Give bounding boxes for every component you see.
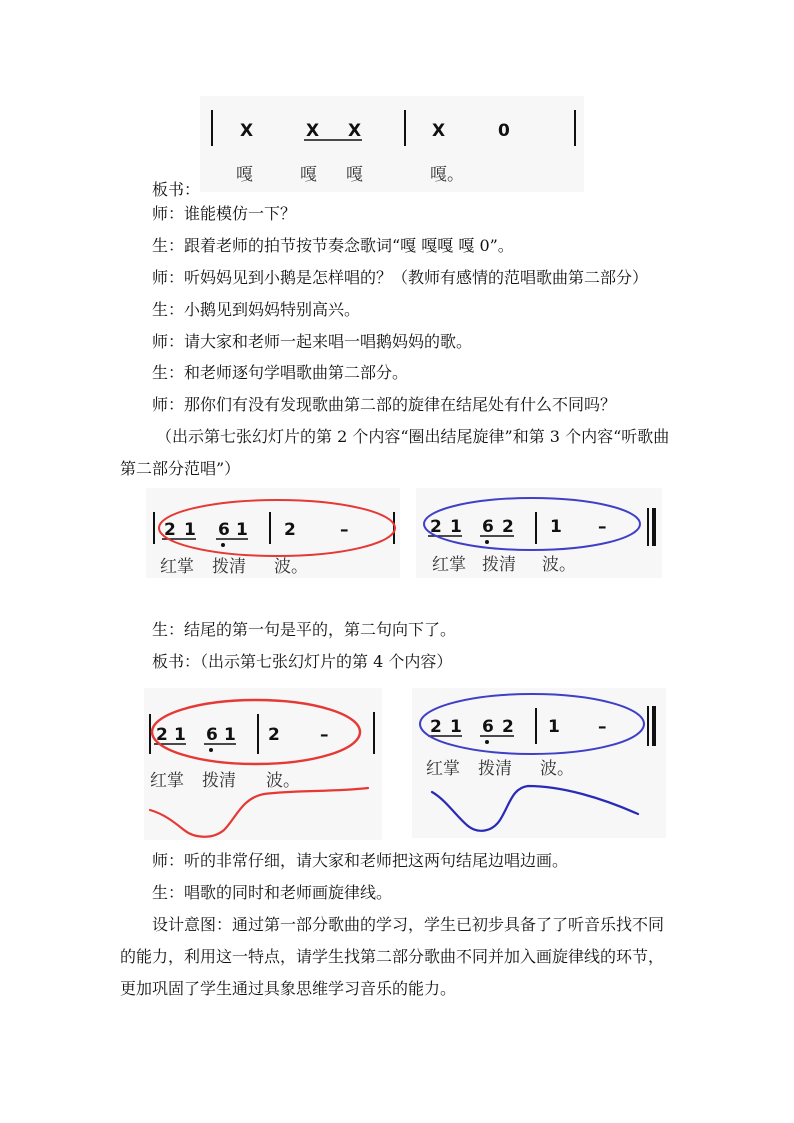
note: 6 (206, 725, 218, 745)
lyric: 波。 (274, 557, 308, 577)
lyric: 波。 (266, 771, 300, 791)
note: – (598, 717, 607, 737)
note: 2 (502, 717, 514, 737)
lyric: 嘎。 (430, 165, 464, 185)
dialog-3-line-1: 师：听的非常仔细，请大家和老师把这两句结尾边唱边画。 (152, 851, 569, 870)
design-intent: 设计意图：通过第一部分歌曲的学习，学生已初步具备了了听音乐找不同的能力，利用这一特点，请学生找第二部分歌曲不同并加入画旋律线的环节，更加巩固了学生通过具象思维学习音乐的能力。 (120, 915, 665, 998)
lyric: 拨清 (478, 759, 512, 779)
dialog-2-line-1: 生：结尾的第一句是平的，第二句向下了。 (152, 620, 457, 639)
dialog-2-line-2: 板书：（出示第七张幻灯片的第 4 个内容） (152, 652, 453, 671)
note: X (306, 121, 320, 141)
note: X (348, 121, 362, 141)
note: – (598, 517, 607, 537)
melody-line (432, 786, 638, 831)
note: 6 (218, 520, 230, 540)
note: 2 (268, 725, 280, 745)
lyric: 嘎 (236, 165, 253, 185)
note: 1 (174, 725, 186, 745)
dialog-1-line-6: 生：和老师逐句学唱歌曲第二部分。 (152, 363, 409, 382)
phrase-a-melody-figure (144, 688, 382, 840)
phrase-b-melody-figure (412, 688, 666, 838)
board-label: 板书： (152, 180, 201, 199)
lower-octave-dot (485, 740, 489, 744)
dialog-1-line-4: 生：小鹅见到妈妈特别高兴。 (152, 300, 361, 319)
lyric: 红掌 (426, 759, 460, 779)
note: 6 (482, 517, 494, 537)
note: 1 (450, 717, 462, 737)
phrase-b-svg (416, 488, 662, 578)
note: 6 (482, 717, 494, 737)
dialog-1-line-7: 师：那你们有没有发现歌曲第二部的旋律在结尾处有什么不同吗？ (152, 395, 617, 414)
note: 2 (430, 517, 442, 537)
lyric: 拨清 (482, 555, 516, 575)
note: – (320, 725, 329, 745)
note: 1 (548, 717, 560, 737)
lyric: 红掌 (160, 557, 194, 577)
lower-octave-dot (485, 540, 489, 544)
phrase-a-svg (146, 488, 400, 578)
note: X (432, 121, 446, 141)
phrase-b-melody-svg (412, 688, 666, 838)
note: 1 (224, 725, 236, 745)
lyric: 嘎 (300, 165, 317, 185)
lyric: 拨清 (202, 771, 236, 791)
dialog-1-line-2: 生：跟着老师的拍节按节奏念歌词“嘎 嘎嘎 嘎 0”。 (152, 236, 514, 255)
dialog-3-line-2: 生：唱歌的同时和老师画旋律线。 (152, 883, 393, 902)
phrase-b-figure (416, 488, 662, 578)
dialog-1-line-3: 师：听妈妈见到小鹅是怎样唱的？（教师有感情的范唱歌曲第二部分） (152, 268, 649, 287)
slide-note: （出示第七张幻灯片的第 2 个内容“圈出结尾旋律”和第 3 个内容“听歌曲第二部分范唱”） (120, 427, 670, 478)
note: 1 (550, 517, 562, 537)
note: 1 (450, 517, 462, 537)
dialog-1-line-5: 师：请大家和老师一起来唱一唱鹅妈妈的歌。 (152, 332, 473, 351)
note: X (240, 121, 254, 141)
lower-octave-dot (221, 543, 225, 547)
lyric: 嘎 (346, 165, 363, 185)
note: 2 (502, 517, 514, 537)
note: – (340, 520, 349, 540)
phrase-a-melody-svg (144, 688, 382, 840)
lyric: 红掌 (432, 555, 466, 575)
note: 2 (284, 520, 296, 540)
note: 1 (184, 520, 196, 540)
lyric: 拨清 (212, 557, 246, 577)
note: 2 (430, 717, 442, 737)
note: 2 (156, 725, 168, 745)
lower-octave-dot (209, 748, 213, 752)
note: 0 (498, 121, 510, 141)
note: 2 (164, 520, 176, 540)
note: 1 (236, 520, 248, 540)
melody-line (150, 788, 368, 837)
lyric: 波。 (540, 759, 574, 779)
phrase-a-figure (146, 488, 400, 578)
dialog-1-line-1: 师：谁能模仿一下？ (152, 204, 297, 223)
lyric: 红掌 (150, 771, 184, 791)
lyric: 波。 (542, 555, 576, 575)
